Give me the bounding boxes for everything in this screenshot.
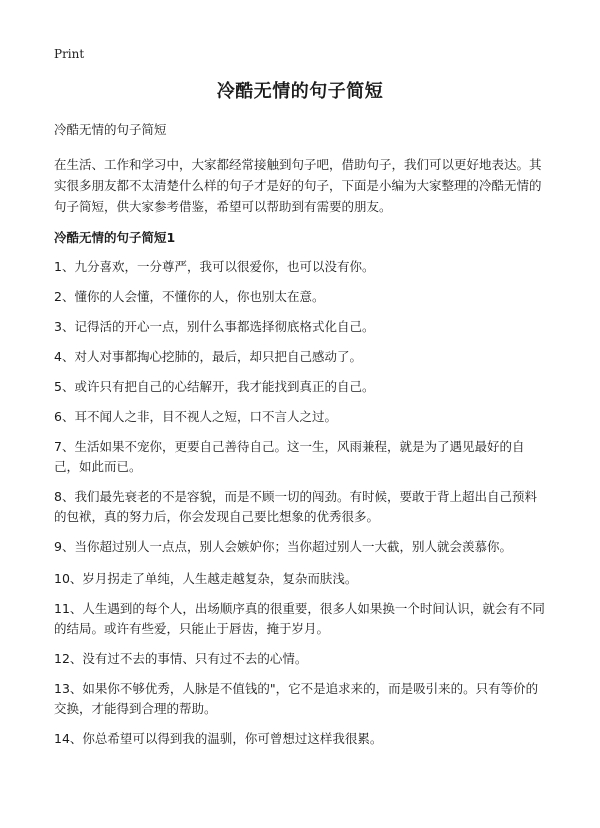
list-item: 12、没有过不去的事情、只有过不去的心情。 xyxy=(54,651,308,666)
list-item: 13、如果你不够优秀，人脉是不值钱的"，它不是追求来的，而是吸引来的。只有等价的交换，才能得到合理的帮助。 xyxy=(54,681,539,716)
print-link[interactable]: Print xyxy=(54,47,85,61)
section-heading: 冷酷无情的句子简短1 xyxy=(54,230,176,245)
list-item: 5、或许只有把自己的心结解开，我才能找到真正的自己。 xyxy=(54,379,375,394)
list-item: 1、九分喜欢，一分尊严，我可以很爱你，也可以没有你。 xyxy=(54,259,375,274)
list-item: 10、岁月拐走了单纯，人生越走越复杂，复杂而肤浅。 xyxy=(54,571,358,586)
page-title: 冷酷无情的句子简短 xyxy=(216,81,384,102)
article-body xyxy=(54,121,546,759)
list-item: 7、生活如果不宠你，更要自己善待自己。这一生，风雨兼程，就是为了遇见最好的自己，如此而已。 xyxy=(54,439,525,474)
list-item: 14、你总希望可以得到我的温驯，你可曾想过这样我很累。 xyxy=(54,731,383,746)
list-item: 11、人生遇到的每个人，出场顺序真的很重要，很多人如果换一个时间认识，就会有不同的结局。或许有些爱，只能止于唇齿，掩于岁月。 xyxy=(54,601,545,636)
list-item: 4、对人对事都掏心挖肺的，最后，却只把自己感动了。 xyxy=(54,349,362,364)
list-item: 2、懂你的人会懂，不懂你的人，你也别太在意。 xyxy=(54,289,325,304)
article-subtitle: 冷酷无情的句子简短 xyxy=(54,122,167,137)
list-item: 9、当你超过别人一点点，别人会嫉妒你；当你超过别人一大截，别人就会羡慕你。 xyxy=(54,539,512,554)
article-intro: 在生活、工作和学习中，大家都经常接触到句子吧，借助句子，我们可以更好地表达。其实很多朋友都不太清楚什么样的句子才是好的句子，下面是小编为大家整理的冷酷无情的句子简短，供大家参考借鉴，希望可以帮助到有需要的朋友。 xyxy=(54,157,542,214)
list-item: 3、记得活的开心一点，别什么事都选择彻底格式化自己。 xyxy=(54,319,375,334)
list-item: 6、耳不闻人之非，目不视人之短，口不言人之过。 xyxy=(54,409,337,424)
sentence-list xyxy=(54,257,546,749)
list-item: 8、我们最先衰老的不是容貌，而是不顾一切的闯劲。有时候，要敢于背上超出自己预料的包袱，真的努力后，你会发现自己要比想象的优秀很多。 xyxy=(54,489,537,524)
